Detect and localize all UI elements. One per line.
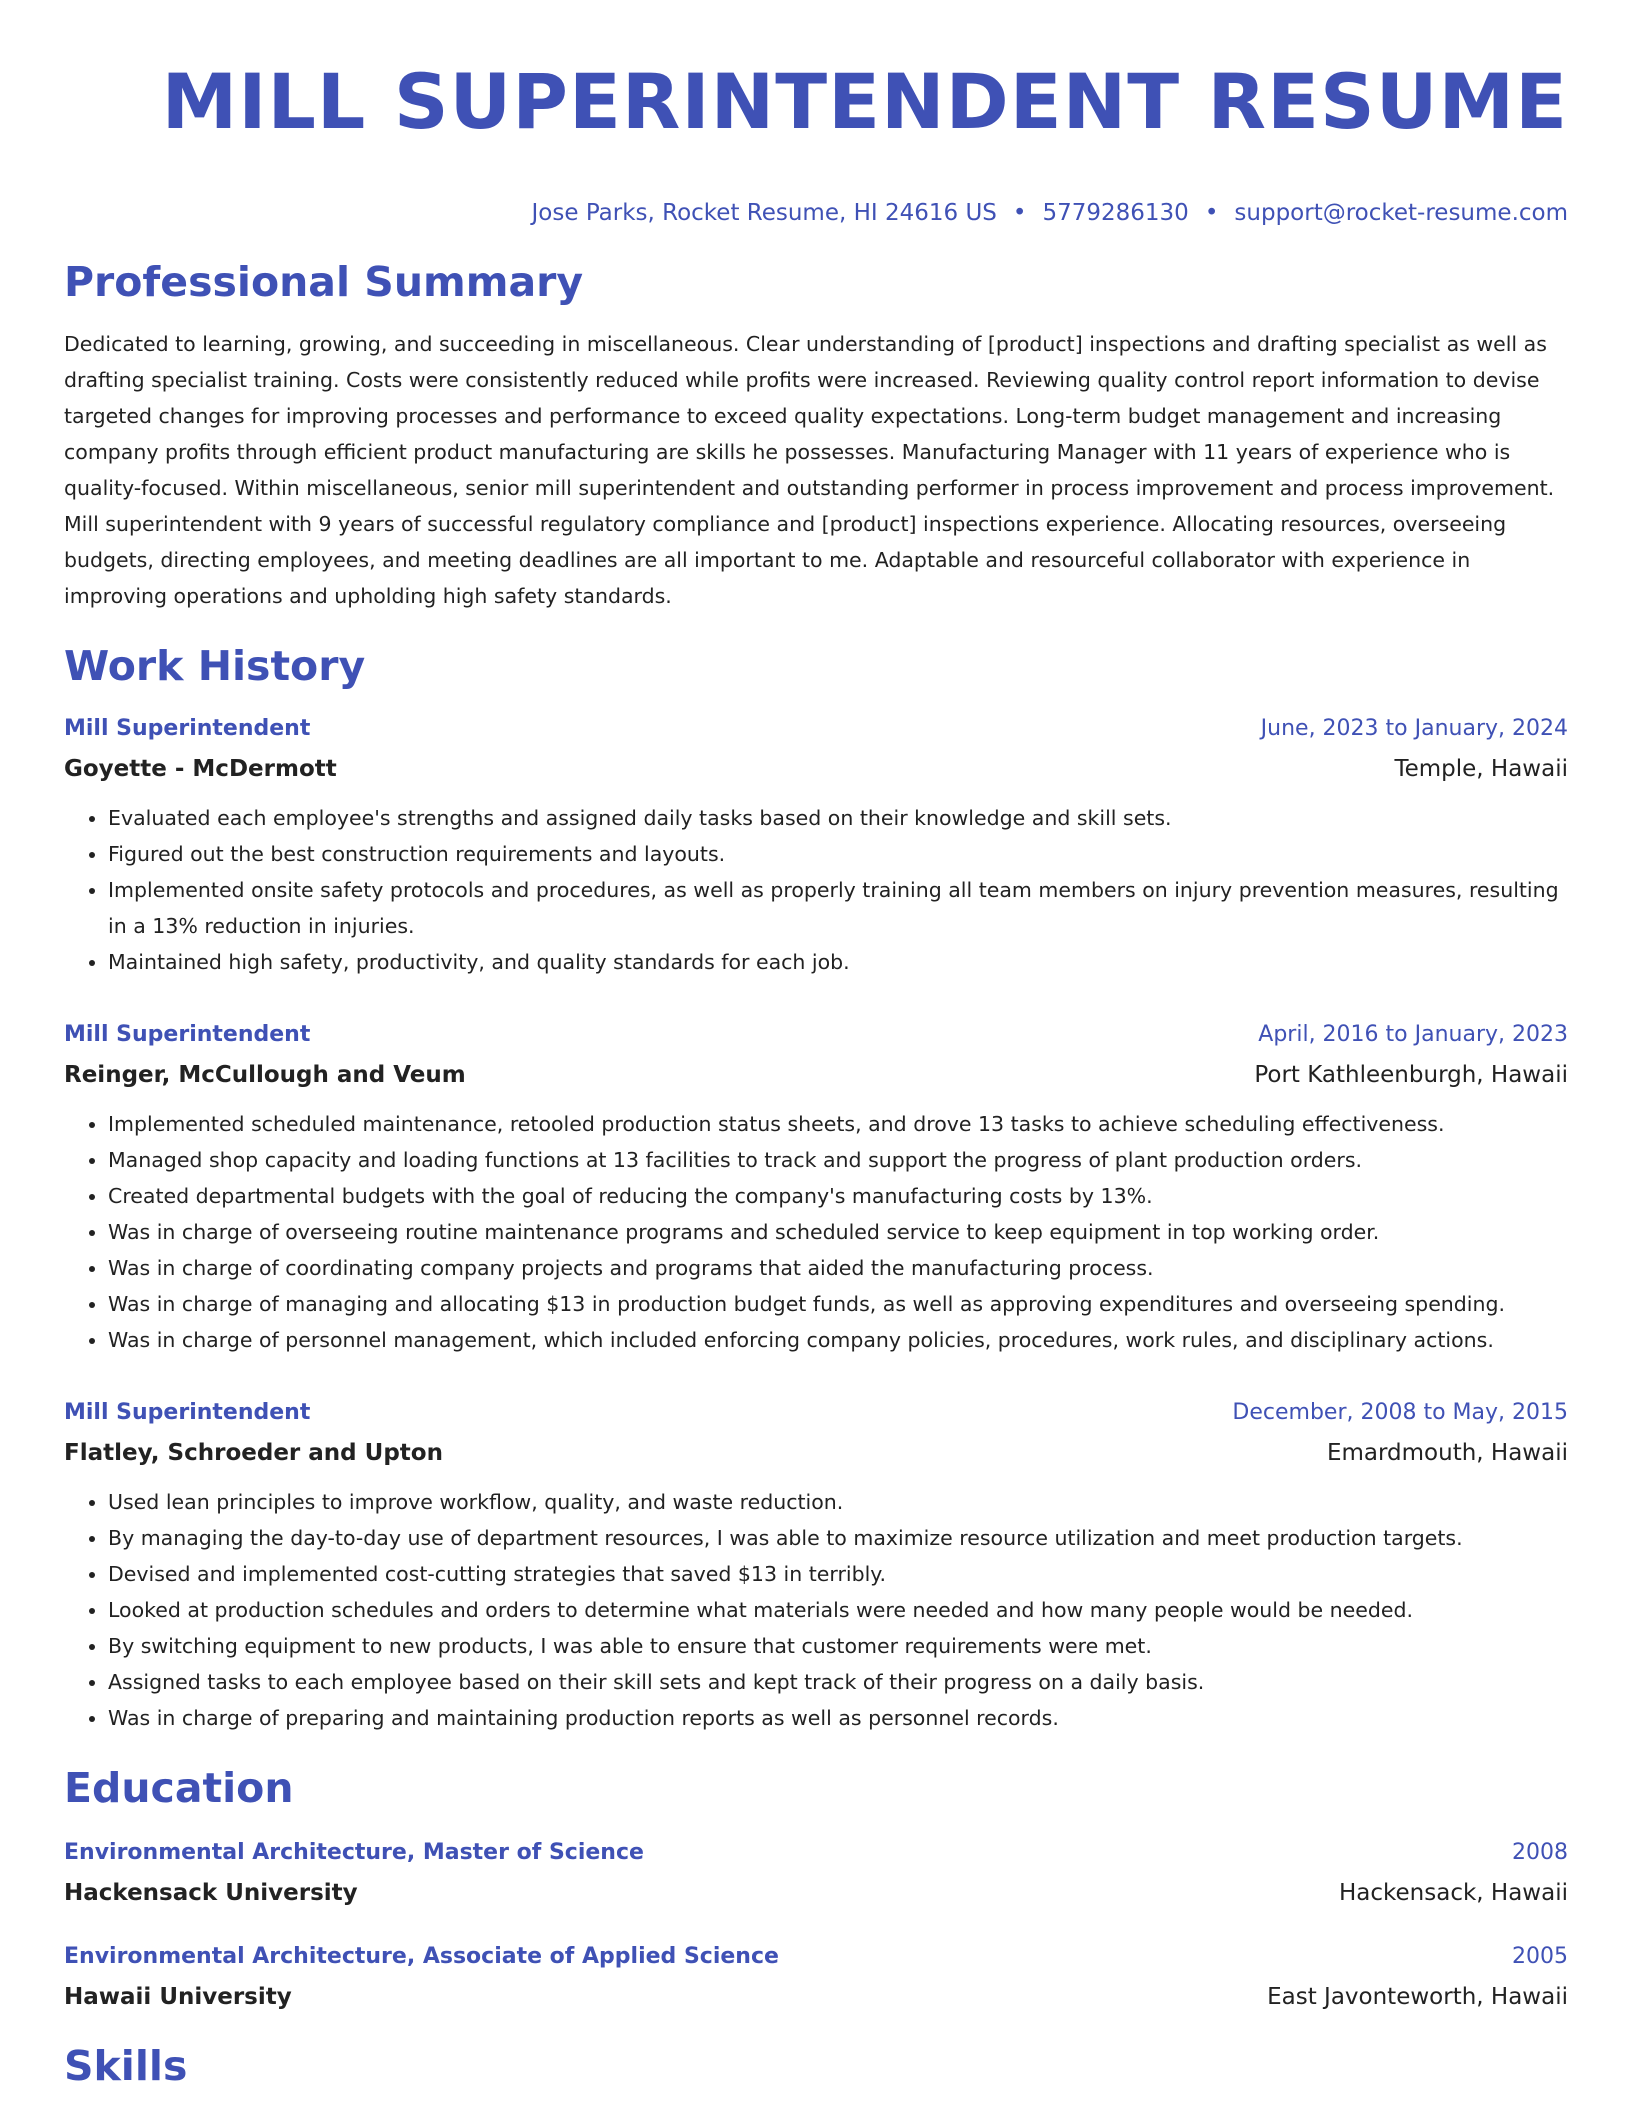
job-bullet: • Was in charge of managing and allocating $13 in production budget funds, as well as approving expenditures and overseeing spending. (108, 1286, 1568, 1322)
job-employer-row (64, 744, 1568, 784)
job-bullet: • Created departmental budgets with the goal of reducing the company's manufacturing costs by 13%. (108, 1178, 1568, 1214)
job-location: Temple, Hawaii (1394, 756, 1568, 782)
job-bullet: • Implemented onsite safety protocols and procedures, as well as properly training all team members on injury prevention measures, resulting in a 13% reduction in injuries. (108, 872, 1568, 944)
job-bullet: • By managing the day-to-day use of department resources, I was able to maximize resource utilization and meet production targets. (108, 1520, 1568, 1556)
education-school-row (64, 1972, 1568, 2012)
contact-phone: 5779286130 (1042, 200, 1189, 226)
job-bullet: • Was in charge of coordinating company projects and programs that aided the manufacturing process. (108, 1250, 1568, 1286)
education-entry (64, 1942, 1568, 2012)
job-bullet: • Was in charge of preparing and maintaining production reports as well as personnel records. (108, 1700, 1568, 1736)
education-degree: Environmental Architecture, Associate of Applied Science (64, 1944, 779, 1969)
job-entry (64, 714, 1568, 980)
job-bullet: • Used lean principles to improve workflow, quality, and waste reduction. (108, 1484, 1568, 1520)
job-dates: December, 2008 to May, 2015 (1232, 1400, 1568, 1425)
education-school: Hawaii University (64, 1984, 292, 2010)
job-bullet: • Was in charge of overseeing routine maintenance programs and scheduled service to keep equipment in top working order. (108, 1214, 1568, 1250)
contact-email[interactable]: support@rocket-resume.com (1234, 200, 1568, 226)
job-bullets (64, 800, 1568, 980)
job-title: Mill Superintendent (64, 716, 311, 741)
education-school-row (64, 1868, 1568, 1908)
job-location: Port Kathleenburgh, Hawaii (1254, 1062, 1568, 1088)
education-degree: Environmental Architecture, Master of Science (64, 1840, 644, 1865)
job-employer-row (64, 1428, 1568, 1468)
contact-address: Jose Parks, Rocket Resume, HI 24616 US (531, 200, 997, 226)
education-year: 2008 (1512, 1840, 1568, 1865)
education-header-row (64, 1838, 1568, 1868)
job-header-row (64, 1398, 1568, 1428)
job-title: Mill Superintendent (64, 1022, 311, 1047)
job-employer: Reinger, McCullough and Veum (64, 1062, 466, 1088)
job-bullet: • Evaluated each employee's strengths and assigned daily tasks based on their knowledge and skill sets. (108, 800, 1568, 836)
skills-heading: Skills (64, 2042, 188, 2090)
job-bullet: • By switching equipment to new products, I was able to ensure that customer requirements were met. (108, 1628, 1568, 1664)
education-location: Hackensack, Hawaii (1338, 1880, 1568, 1906)
job-entry (64, 1020, 1568, 1358)
job-header-row (64, 1020, 1568, 1050)
job-employer: Flatley, Schroeder and Upton (64, 1440, 443, 1466)
job-bullet: • Was in charge of personnel management, which included enforcing company policies, procedures, work rules, and disciplinary actions. (108, 1322, 1568, 1358)
contact-separator: • (1204, 200, 1219, 226)
job-bullet: • Looked at production schedules and orders to determine what materials were needed and how many people would be needed. (108, 1592, 1568, 1628)
job-bullets (64, 1484, 1568, 1736)
job-employer-row (64, 1050, 1568, 1090)
summary-heading: Professional Summary (64, 258, 584, 306)
contact-separator: • (1012, 200, 1027, 226)
job-employer: Goyette - McDermott (64, 756, 337, 782)
job-bullets (64, 1106, 1568, 1358)
job-bullet: • Maintained high safety, productivity, and quality standards for each job. (108, 944, 1568, 980)
job-bullet: • Devised and implemented cost-cutting strategies that saved $13 in terribly. (108, 1556, 1568, 1592)
education-entry (64, 1838, 1568, 1908)
job-dates: June, 2023 to January, 2024 (1260, 716, 1568, 741)
job-dates: April, 2016 to January, 2023 (1258, 1022, 1568, 1047)
education-heading: Education (64, 1764, 294, 1812)
education-school: Hackensack University (64, 1880, 358, 1906)
job-bullet: • Assigned tasks to each employee based on their skill sets and kept track of their progress on a daily basis. (108, 1664, 1568, 1700)
summary-text: Dedicated to learning, growing, and succeeding in miscellaneous. Clear understanding of [product] inspections and drafting specialist as well as drafting specialist training. Costs were consistently reduced while profits were increased. Reviewing quality control report information to devise targeted changes for improving processes and performance to exceed quality expectations. Long-term budget management and increasing company profits through efficient product manufacturing are skills he possesses. Manufacturing Manager with 11 years of experience who is quality-focused. Within miscellaneous, senior mill superintendent and outstanding performer in process improvement and process improvement. Mill superintendent with 9 years of successful regulatory compliance and [product] inspections experience. Allocating resources, overseeing budgets, directing employees, and meeting deadlines are all important to me. Adaptable and resourceful collaborator with experience in improving operations and upholding high safety standards. (64, 332, 1555, 608)
contact-line (64, 198, 1568, 228)
job-bullet: • Implemented scheduled maintenance, retooled production status sheets, and drove 13 tasks to achieve scheduling effectiveness. (108, 1106, 1568, 1142)
job-bullet: • Figured out the best construction requirements and layouts. (108, 836, 1568, 872)
job-title: Mill Superintendent (64, 1400, 311, 1425)
job-entry (64, 1398, 1568, 1736)
job-location: Emardmouth, Hawaii (1326, 1440, 1568, 1466)
job-header-row (64, 714, 1568, 744)
work-history-heading: Work History (64, 642, 366, 690)
job-bullet: • Managed shop capacity and loading functions at 13 facilities to track and support the progress of plant production orders. (108, 1142, 1568, 1178)
resume-title: MILL SUPERINTENDENT RESUME (161, 57, 1568, 146)
education-year: 2005 (1512, 1944, 1568, 1969)
education-location: East Javonteworth, Hawaii (1267, 1984, 1568, 2010)
education-header-row (64, 1942, 1568, 1972)
